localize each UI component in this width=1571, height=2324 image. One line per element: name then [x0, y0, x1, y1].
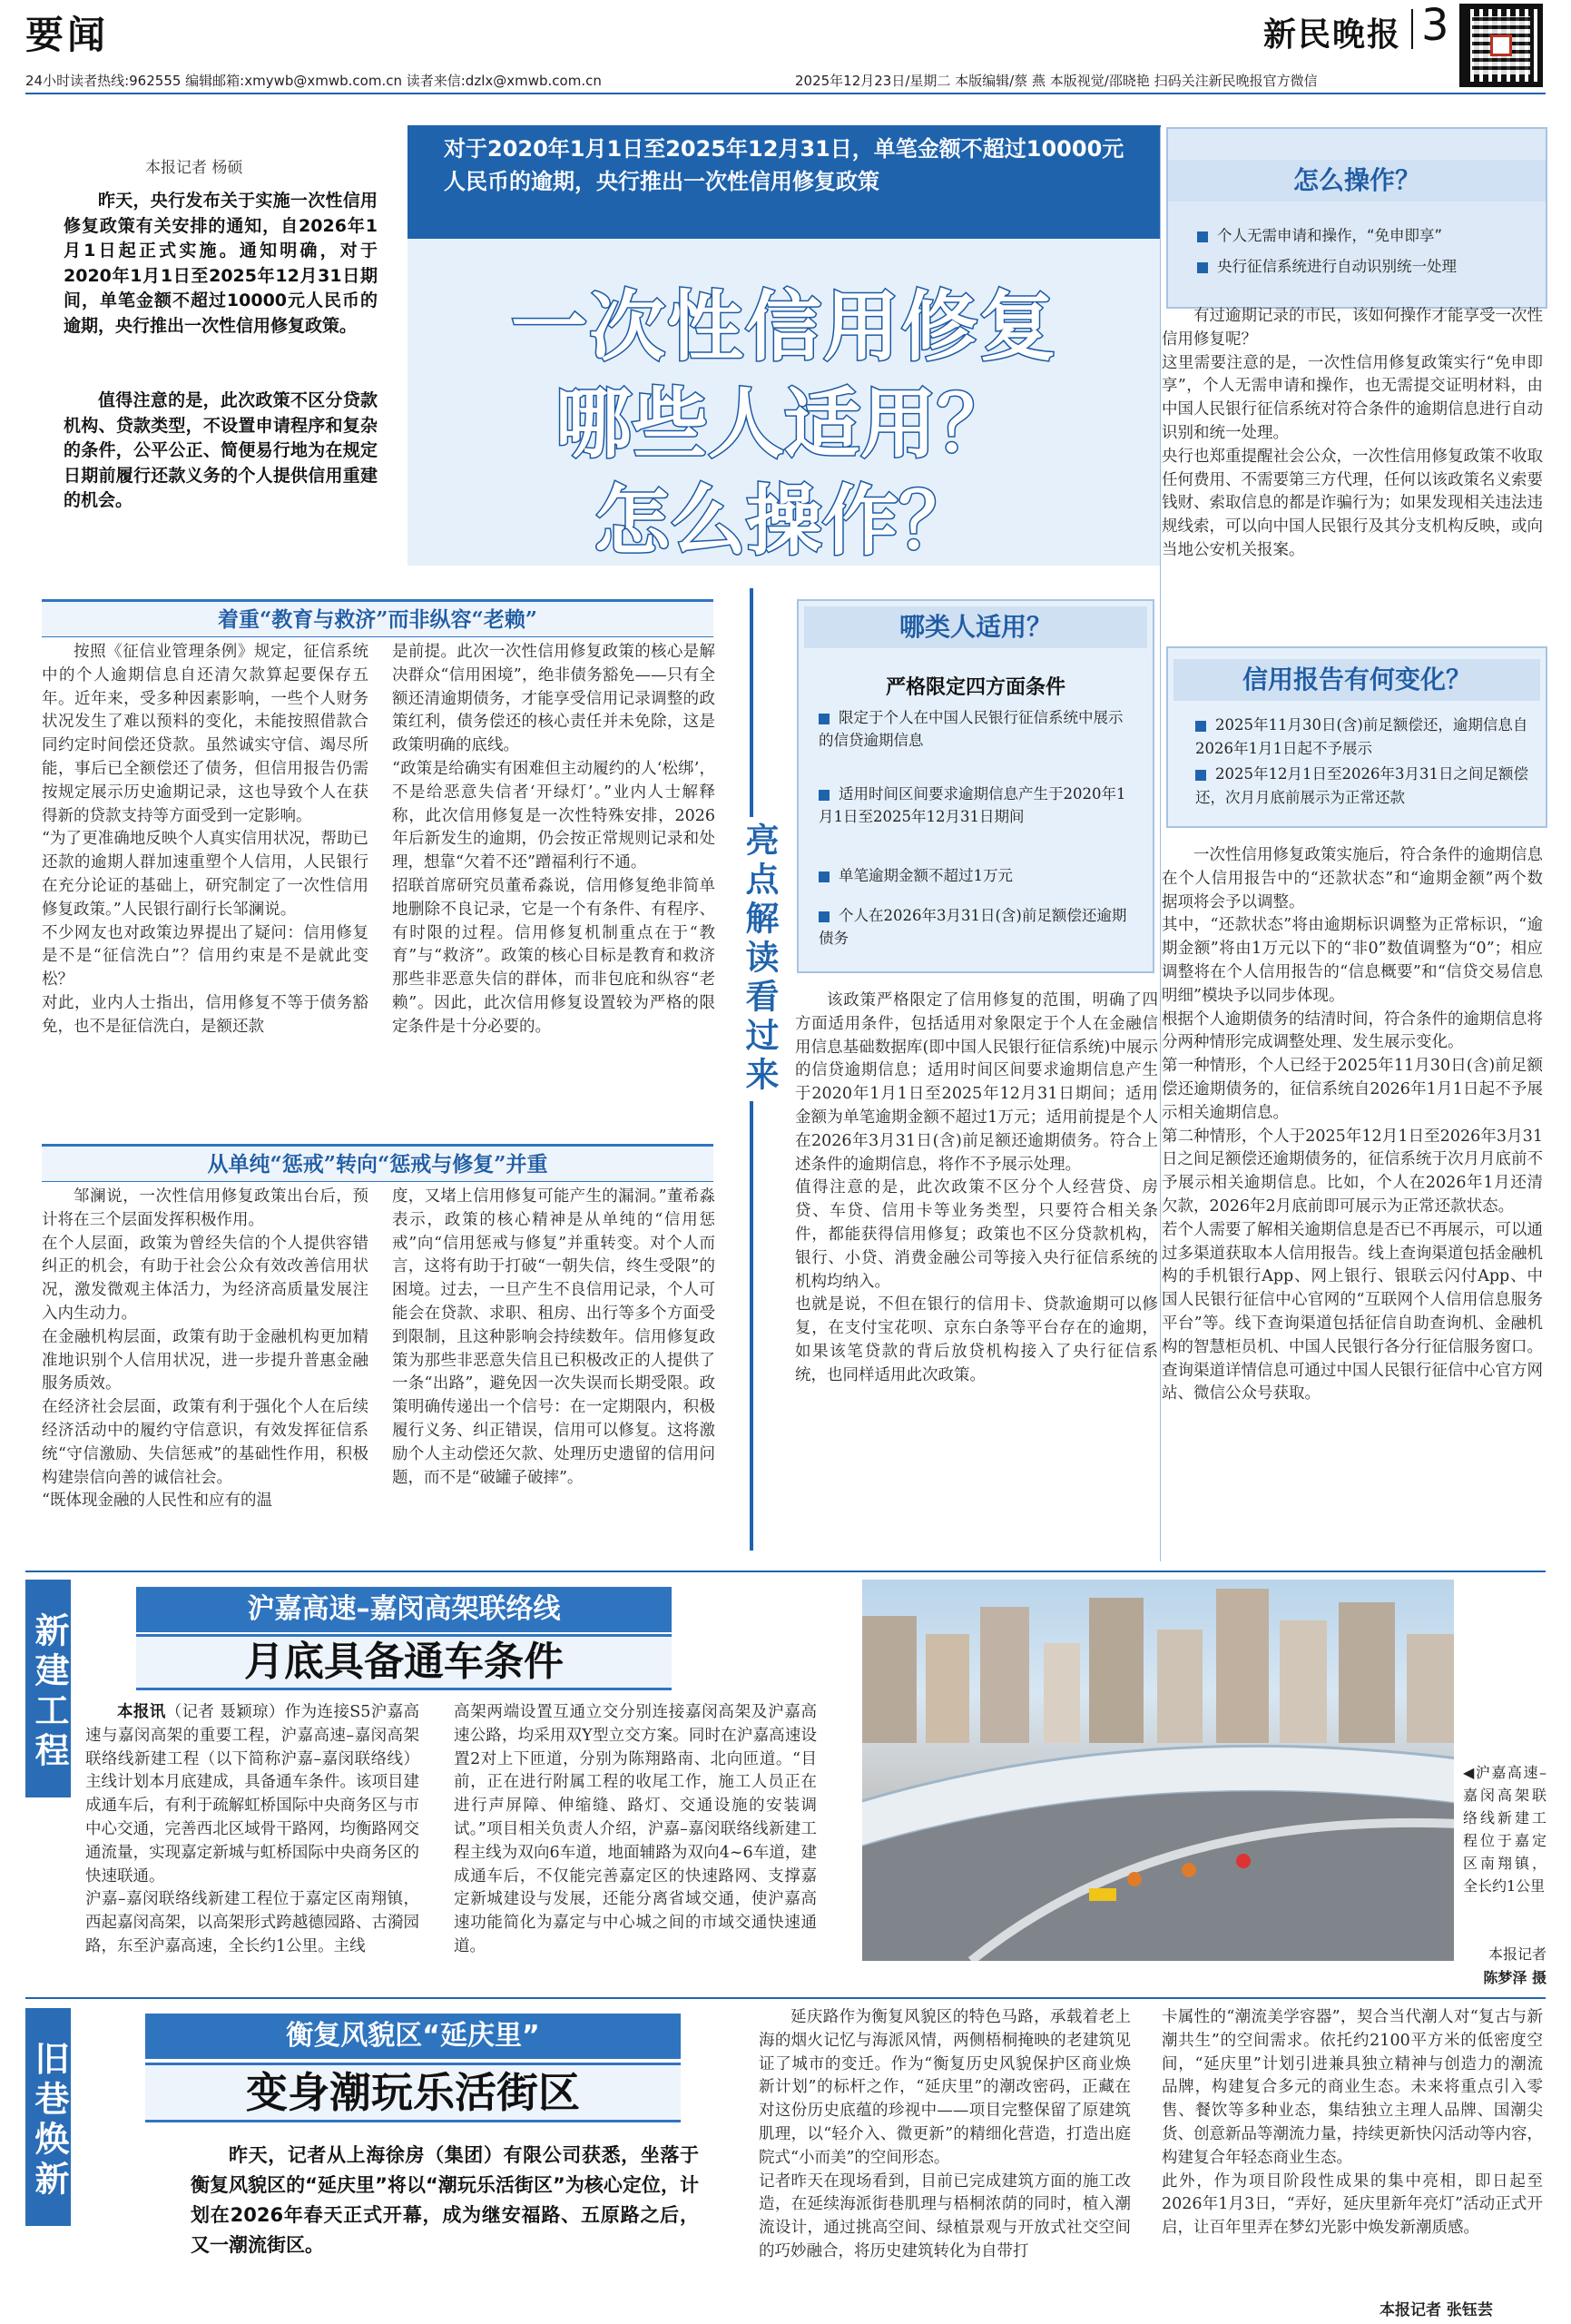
old-lane-tag — [25, 2008, 71, 2226]
bullet-icon — [1195, 770, 1206, 781]
who-box-item-1 — [819, 706, 1136, 752]
report-box-bullet-2 — [1195, 763, 1531, 810]
headline-line-2: 哪些人适用？ — [555, 379, 1013, 468]
old-lane-tag-text: 旧巷焕新 — [29, 2041, 69, 2201]
bullet-icon — [819, 714, 830, 724]
old-lane-col-3: 卡属性的“潮流美学容器”，契合当代潮人对“复古与新潮共生”的空间需求。依托约2100平方米的低密度空间，“延庆里”计划引进兼具独立精神与创造力的潮流品牌，构建复合多元的商业生态。未来将重点引入零售、餐饮等多种业态，集结独立主理人品牌、国潮尖货、创意新品等潮流力量，持续更新快闪活动等内容，构建复合年轻态商业生态。 此外，作为项目阶段性成果的集中亮相，即日起至2026年1月3日，“弄好，延庆里新年亮灯”活动正式开启，让百年里弄在梦幻光影中焕发新潮质感。 — [1162, 2008, 1543, 2238]
column-rule — [1160, 127, 1161, 1561]
who-box-item-4 — [819, 904, 1136, 950]
qr-code-icon[interactable] — [1459, 4, 1543, 87]
shift-col-1: 邹澜说，一次性信用修复政策出台后，预计将在三个层面发挥积极作用。 在个人层面，政策为曾经失信的个人提供容错纠正的机会，有助于社会公众有效改善信用状况，激发微观主体活力，为经济高质量发展注入内生动力。 在金融机构层面，政策有助于金融机构更加精准地识别个人信用状况，进一步提升普惠金融服务质效。 在经济社会层面，政策有利于强化个人在后续经济活动中的履约守信意识，有效发挥征信系统“守信激励、失信惩戒”的基础性作用，积极构建崇信向善的诚信社会。 “既体现金融的人民性和应有的温 — [42, 1187, 368, 1511]
lead-paragraph-2: 值得注意的是，此次政策不区分贷款机构、贷款类型，不设置申请程序和复杂的条件，公平公正、简便易行地为在规定日期前履行还款义务的个人提供信用重建的机会。 — [64, 390, 378, 510]
report-bullet-1-text: 2025年11月30日(含)前足额偿还，逾期信息自2026年1月1日起不予展示 — [1195, 716, 1528, 757]
lead-byline: 本报记者 杨硕 — [145, 159, 243, 177]
new-project-tag — [25, 1580, 71, 1797]
new-project-col-1-text: （记者 聂颖琼）作为连接S5沪嘉高速与嘉闵高架的重要工程，沪嘉高速–嘉闵高架联络线新建工程（以下简称沪嘉–嘉闵联络线）主线计划本月底建成，具备通车条件。该项目建成通车后，有利于疏解虹桥国际中央商务区与市中心交通，完善西北区域骨干路网，均衡路网交通流量，实现嘉定新城与虹桥国际中央商务区的快速联通。 沪嘉–嘉闵联络线新建工程位于嘉定区南翔镇，西起嘉闵高架，以高架形式跨越德园路、古漪园路，东至沪嘉高速，全长约1公里。主线 — [85, 1703, 420, 1955]
new-project-headline-text: 月底具备通车条件 — [244, 1639, 564, 1685]
report-box-body: 一次性信用修复政策实施后，符合条件的逾期信息在个人信用报告中的“还款状态”和“逾期金额”两个数据项将会予以调整。 其中，“还款状态”将由逾期标识调整为正常标识，“逾期金额”将由1万元以下的“非0”数值调整为“0”；相应调整将在个人信用报告的“信息概要”和“信贷交易信息明细”模块予以同步体现。 根据个人逾期债务的结清时间，符合条件的逾期信息将分两种情形完成调整处理、发生展示变化。 第一种情形，个人已经于2025年11月30日(含)前足额偿还逾期债务的，征信系统自2026年1月1日起不予展示相关逾期信息。 第二种情形，个人于2025年12月1日至2026年3月31日之间足额偿还逾期债务的，征信系统于次月月底前不予展示相关逾期信息。比如，个人在2026年1月还清欠款，2026年2月底前即可展示为正常还款状态。 若个人需要了解相关逾期信息是否已不再展示，可以通过多渠道获取本人信用报告。线上查询渠道包括金融机构的手机银行App、网上银行、银联云闪付App、中国人民银行征信中心官网的“互联网个人信用信息服务平台”等。线下查询渠道包括征信自助查询机、金融机构的智慧柜员机、中国人民银行各分行征信服务窗口。查询渠道详情信息可通过中国人民银行征信中心官方网站、微信公众号获取。 — [1162, 846, 1543, 1403]
photo-credit-line-2: 陈梦泽 摄 — [1483, 1969, 1546, 1986]
who-item-1-text: 限定于个人在中国人民银行征信系统中展示的信贷逾期信息 — [819, 709, 1124, 749]
masthead — [0, 0, 1571, 98]
date-info: 2025年12月23日/星期二 本版编辑/蔡 燕 本版视觉/邵晓艳 扫码关注新民晚报官方微信 — [795, 73, 1318, 89]
who-box-subtitle: 严格限定四方面条件 — [885, 675, 1065, 699]
bullet-icon — [819, 790, 830, 801]
who-item-2-text: 适用时间区间要求逾期信息产生于2020年1月1日至2025年12月31日期间 — [819, 785, 1126, 825]
who-box-body: 该政策严格限定了信用修复的范围，明确了四方面适用条件，包括适用对象限定于个人在金融信用信息基础数据库(即中国人民银行征信系统)中展示的信贷逾期信息；适用时间区间要求逾期信息产生于2020年1月1日至2025年12月31日期间；适用金额为单笔逾期金额不超过1万元；适用前提是个人在2026年3月31日(含)前足额还逾期债务。符合上述条件的逾期信息，将作不予展示处理。 值得注意的是，此次政策不区分个人经营贷、房贷、车贷、信用卡等业务类型，只要符合相关条件，都能获得信用修复；政策也不区分贷款机构，银行、小贷、消费金融公司等接入央行征信系统的机构均纳入。 也就是说，不但在银行的信用卡、贷款逾期可以修复，在支付宝花呗、京东白条等平台存在的逾期，如果该笔贷款的背后放贷机构接入了央行征信系统，也同样适用此次政策。 — [795, 991, 1158, 1384]
new-project-col-2: 高架两端设置互通立交分别连接嘉闵高架及沪嘉高速公路，均采用双Y型立交方案。同时在沪嘉高速设置2对上下匝道，分别为陈翔路南、北向匝道。“目前，正在进行附属工程的收尾工作，施工人员正在进行声屏障、伸缩缝、路灯、交通设施的安装调试。”项目相关负责人介绍，沪嘉–嘉闵联络线新建工程主线为双向6车道，地面辅路为双向4~6车道，建成通车后，不仅能完善嘉定区的快速路网、支撑嘉定新城建设与发展，还能分离省域交通，使沪嘉高速功能简化为嘉定与中心城之间的市域交通快速通道。 — [454, 1703, 817, 1955]
old-lane-headline-text: 变身潮玩乐活街区 — [246, 2068, 580, 2117]
how-box-bullet-1 — [1197, 223, 1442, 245]
emphasis-col-2: 是前提。此次一次性信用修复政策的核心是解决群众“信用困境”，绝非债务豁免——只有全额还清逾期债务，才能享受信用记录调整的政策红利，债务偿还的核心责任并未免除，这是政策明确的底线。 “政策是给确实有困难但主动履约的人‘松绑’，不是给恶意失信者‘开绿灯’。”业内人士解释称，此次信用修复是一次性特殊安排，2026年后新发生的逾期，仍会按正常规则记录和处理，想靠“欠着不还”蹭福利行不通。 招联首席研究员董希淼说，信用修复绝非简单地删除不良记录，它是一个有条件、有程序、有时限的过程。信用修复机制重点在于“教育”与“救济”。政策的核心目标是教育和救济那些非恶意失信的群体，而非包庇和纵容“老赖”。因此，此次信用修复设置较为严格的限定条件是十分必要的。 — [392, 643, 715, 1036]
viaduct-illustration — [862, 1580, 1454, 1961]
emphasis-col-1: 按照《征信业管理条例》规定，征信系统中的个人逾期信息自还清欠款算起要保存五年。近年来，受多种因素影响，一些个人财务状况发生了难以预料的变化，未能按照借款合同约定时间偿还贷款。虽然诚实守信、竭尽所能，事后已全额偿还了债务，但信用报告仍需按规定展示历史逾期记录，这也导致个人在获得新的贷款支持等方面受到一定影响。 “为了更准确地反映个人真实信用状况，帮助已还款的逾期人群加速重塑个人信用，人民银行在充分论证的基础上，研究制定了一次性信用修复政策。”人民银行副行长邹澜说。 不少网友也对政策边界提出了疑问：信用修复是不是“征信洗白”？信用约束是不是就此变松？ 对此，业内人士指出，信用修复不等于债务豁免，也不是征信洗白，是额还款 — [42, 643, 368, 1036]
headline-line-1: 一次性信用修复 — [510, 282, 1057, 371]
report-bullet-2-text: 2025年12月1日至2026年3月31日之间足额偿还，次月月底前展示为正常还款 — [1195, 765, 1528, 806]
how-box — [1166, 127, 1547, 309]
masthead-divider — [1411, 9, 1413, 49]
new-project-lead-word: 本报讯 — [117, 1703, 166, 1721]
photo-credit-line-1: 本报记者 — [1488, 1945, 1546, 1963]
headline-line-3: 怎么操作？ — [593, 477, 975, 566]
emphasis-title: 着重“教育与救济”而非纵容“老赖” — [42, 599, 713, 637]
highlight-tag-text: 亮点解读看过来 — [740, 822, 779, 1096]
how-box-bullet-2 — [1197, 254, 1457, 276]
new-project-headline — [136, 1634, 672, 1690]
bullet-icon — [1197, 231, 1208, 242]
section-title: 要闻 — [25, 13, 110, 57]
old-lane-lead: 昨天，记者从上海徐房（集团）有限公司获悉，坐落于衡复风貌区的“延庆里”将以“潮玩乐活街区”为核心定位，计划在2026年春天正式开幕，成为继安福路、五原路之后，又一潮流街区。 — [191, 2144, 699, 2256]
old-lane-headline — [145, 2063, 681, 2122]
old-lane-kicker-text: 衡复风貌区“延庆里” — [286, 2020, 540, 2052]
who-box — [797, 599, 1154, 973]
report-box — [1166, 646, 1547, 828]
who-box-item-2 — [819, 783, 1136, 828]
old-lane-col-2: 延庆路作为衡复风貌区的特色马路，承载着老上海的烟火记忆与海派风情，两侧梧桐掩映的老建筑见证了城市的变迁。作为“衡复历史风貌保护区商业焕新计划”的标杆之作，“延庆里”的潮改密码，正藏在对这份历史底蕴的珍视中——项目完整保留了原建筑肌理，以“轻介入、微更新”的精细化营造，打造出庭院式“小而美”的空间形态。 记者昨天在现场看到，目前已完成建筑方面的施工改造，在延续海派街巷肌理与梧桐浓荫的同时，植入潮流设计，通过挑高空间、绿植景观与开放式社交空间的巧妙融合，将历史建筑转化为自带打 — [759, 2008, 1131, 2260]
bullet-icon — [819, 872, 830, 882]
lead-deck-text: 对于2020年1月1日至2025年12月31日，单笔金额不超过10000元人民币的逾期，央行推出一次性信用修复政策 — [444, 136, 1124, 194]
hotline-info: 24小时读者热线:962555 编辑邮箱:xmywb@xmwb.com.cn 读者来信:dzlx@xmwb.com.cn — [25, 73, 602, 89]
lead-paragraph-1: 昨天，央行发布关于实施一次性信用修复政策有关安排的通知，自2026年1月1日起正式实施。通知明确，对于2020年1月1日至2025年12月31日期间，单笔金额不超过10000元人民币的逾期，央行推出一次性信用修复政策。 — [64, 191, 378, 336]
shift-title: 从单纯“惩戒”转向“惩戒与修复”并重 — [42, 1144, 713, 1182]
report-box-title: 信用报告有何变化？ — [1173, 659, 1540, 701]
how-bullet-1-text: 个人无需申请和操作，“免申即享” — [1217, 227, 1443, 244]
photo-caption: ◀沪嘉高速–嘉闵高架联络线新建工程位于嘉定区南翔镇，全长约1公里 — [1463, 1764, 1546, 1895]
who-item-3-text: 单笔逾期金额不超过1万元 — [839, 867, 1013, 884]
page-number: 3 — [1421, 0, 1449, 51]
new-project-tag-text: 新建工程 — [29, 1612, 69, 1772]
bullet-icon — [1195, 721, 1206, 732]
new-project-kicker — [136, 1587, 672, 1632]
who-box-title: 哪类人适用？ — [804, 606, 1147, 648]
who-box-item-3 — [819, 864, 1136, 887]
shift-col-2: 度，又堵上信用修复可能产生的漏洞。”董希淼表示，政策的核心精神是从单纯的“信用惩戒”向“信用惩戒与修复”并重转变。对个人而言，这将有助于打破“一朝失信，终生受限”的困境。过去，一旦产生不良信用记录，个人可能会在贷款、求职、租房、出行等多个方面受到限制，且这种影响会持续数年。信用修复政策为那些非恶意失信且已积极改正的人提供了一条“出路”，避免因一次失误而长期受限。政策明确传递出一个信号：在一定期限内，积极履行义务、纠正错误，信用可以修复。这将激励个人主动偿还欠款、处理历史遗留的信用问题，而不是“破罐子破摔”。 — [392, 1187, 715, 1487]
headline-panel — [407, 239, 1161, 566]
highlight-tag — [733, 817, 784, 1101]
how-bullet-2-text: 央行征信系统进行自动识别统一处理 — [1217, 258, 1457, 275]
masthead-rule — [25, 93, 1546, 94]
lead-deck — [407, 125, 1161, 239]
old-lane-kicker — [145, 2014, 681, 2059]
old-lane-byline: 本报记者 张钰芸 — [1380, 2301, 1493, 2319]
bullet-icon — [819, 911, 830, 922]
section-divider — [25, 1571, 1546, 1572]
who-item-4-text: 个人在2026年3月31日(含)前足额偿还逾期债务 — [819, 907, 1127, 947]
section-divider-2 — [25, 1997, 1546, 1999]
new-project-col-1 — [85, 1701, 419, 1959]
how-box-title: 怎么操作？ — [1168, 160, 1546, 202]
how-box-body: 有过逾期记录的市民，该如何操作才能享受一次性信用修复呢？ 这里需要注意的是，一次性信用修复政策实行“免申即享”，个人无需申请和操作，也无需提交证明材料，由中国人民银行征信系统对符合条件的逾期信息进行自动识别和统一处理。 央行也郑重提醒社会公众，一次性信用修复政策不收取任何费用、不需要第三方代理，任何以该政策名义索要钱财、索取信息的都是诈骗行为；如果发现相关违法违规线索，可以向中国人民银行及其分支机构反映，或向当地公安机关报案。 — [1162, 307, 1543, 559]
viaduct-photo — [862, 1580, 1454, 1961]
report-box-bullet-1 — [1195, 714, 1531, 761]
paper-name-logo: 新民晚报 — [1263, 15, 1402, 54]
new-project-kicker-text: 沪嘉高速–嘉闵高架联络线 — [247, 1593, 561, 1625]
bullet-icon — [1197, 262, 1208, 273]
